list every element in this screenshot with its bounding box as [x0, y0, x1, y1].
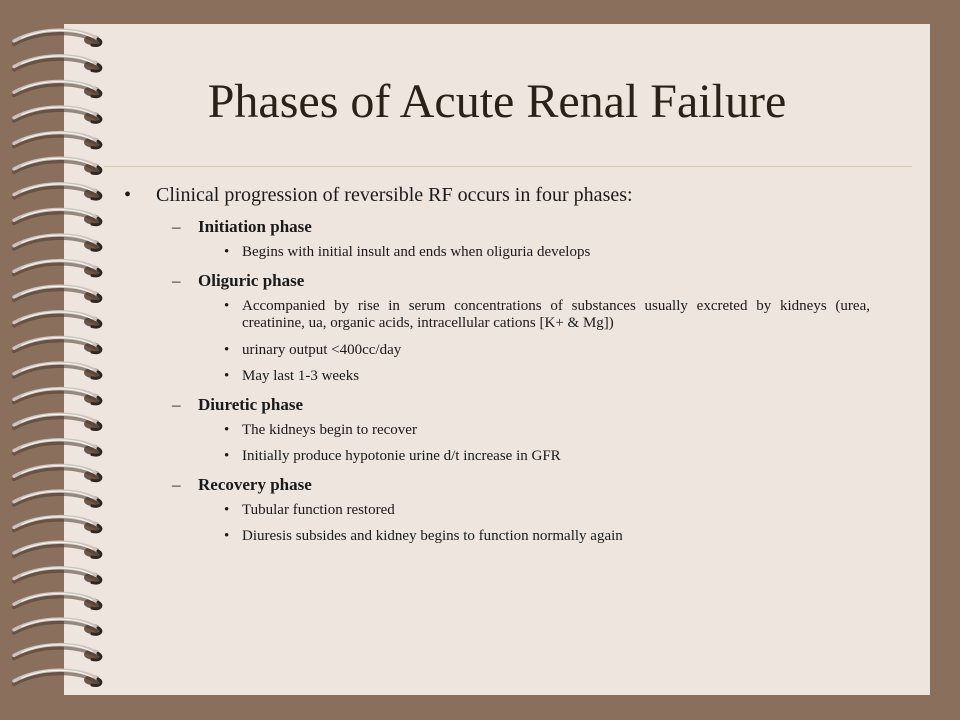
- spiral-coil: [14, 261, 101, 276]
- spiral-coil: [14, 363, 101, 378]
- dash-glyph: –: [172, 395, 181, 414]
- spiral-coil: [14, 133, 101, 148]
- phase-point: [120, 368, 910, 385]
- slide-title: Phases of Acute Renal Failure: [207, 75, 787, 128]
- phase-name: Initiation phase: [198, 217, 312, 236]
- intro-text: Clinical progression of reversible RF occurs in four phases:: [156, 184, 633, 206]
- phase-point: [120, 502, 910, 519]
- phase-heading-oliguric: [120, 270, 910, 292]
- phase-point: [120, 298, 910, 332]
- phase-name: Recovery phase: [198, 475, 312, 494]
- bullet-glyph: •: [224, 342, 230, 358]
- title-divider: [104, 166, 912, 167]
- bullet-glyph: •: [224, 502, 230, 518]
- intro-bullet: [120, 182, 910, 208]
- bullet-glyph: •: [224, 528, 230, 544]
- bullet-glyph: •: [224, 368, 230, 384]
- spiral-coil: [14, 414, 101, 429]
- spiral-coil: [14, 619, 101, 634]
- phase-point-text: Accompanied by rise in serum concentrations of substances usually excreted by kidneys (urea, creatinine, ua, organic acids, intracellular cations [K+ & Mg]): [242, 298, 870, 331]
- phase-heading-diuretic: [120, 394, 910, 416]
- spiral-coil: [14, 517, 101, 532]
- phase-point-text: Begins with initial insult and ends when oliguria develops: [242, 244, 591, 260]
- bullet-glyph: •: [224, 422, 230, 438]
- spiral-coil: [14, 465, 101, 480]
- spiral-coil: [14, 593, 101, 608]
- spiral-coil: [14, 312, 101, 327]
- spiral-coil: [14, 158, 101, 173]
- phase-heading-initiation: [120, 216, 910, 238]
- dash-glyph: –: [172, 271, 181, 290]
- phase-point: [120, 448, 910, 465]
- phase-name: Oliguric phase: [198, 271, 305, 290]
- phase-point: [120, 342, 910, 359]
- spiral-coil: [14, 286, 101, 301]
- phase-point-text: Tubular function restored: [242, 502, 395, 518]
- spiral-coil: [14, 337, 101, 352]
- spiral-coil: [14, 389, 101, 404]
- phase-point: [120, 244, 910, 261]
- phase-heading-recovery: [120, 474, 910, 496]
- spiral-coil: [14, 440, 101, 455]
- spiral-coil: [14, 491, 101, 506]
- bullet-glyph: •: [224, 244, 230, 260]
- dash-glyph: –: [172, 475, 181, 494]
- spiral-coil: [14, 56, 101, 71]
- phase-point: [120, 422, 910, 439]
- spiral-coil: [14, 670, 101, 685]
- bullet-glyph: •: [224, 448, 230, 464]
- spiral-coil: [14, 184, 101, 199]
- phase-name: Diuretic phase: [198, 395, 303, 414]
- spiral-coil: [14, 209, 101, 224]
- spiral-coil: [14, 30, 101, 45]
- spiral-coil: [14, 542, 101, 557]
- bullet-glyph: •: [224, 298, 230, 314]
- phase-point-text: Initially produce hypotonie urine d/t increase in GFR: [242, 448, 561, 464]
- slide-content: [120, 182, 910, 554]
- spiral-coil: [14, 568, 101, 583]
- spiral-coil: [14, 235, 101, 250]
- dash-glyph: –: [172, 217, 181, 236]
- phase-point-text: Diuresis subsides and kidney begins to function normally again: [242, 528, 623, 544]
- phase-point: [120, 528, 910, 545]
- bullet-glyph: •: [124, 184, 132, 206]
- phase-point-text: The kidneys begin to recover: [242, 422, 417, 438]
- phase-point-text: urinary output <400cc/day: [242, 342, 402, 358]
- phase-point-text: May last 1-3 weeks: [242, 368, 360, 384]
- spiral-coil: [14, 645, 101, 660]
